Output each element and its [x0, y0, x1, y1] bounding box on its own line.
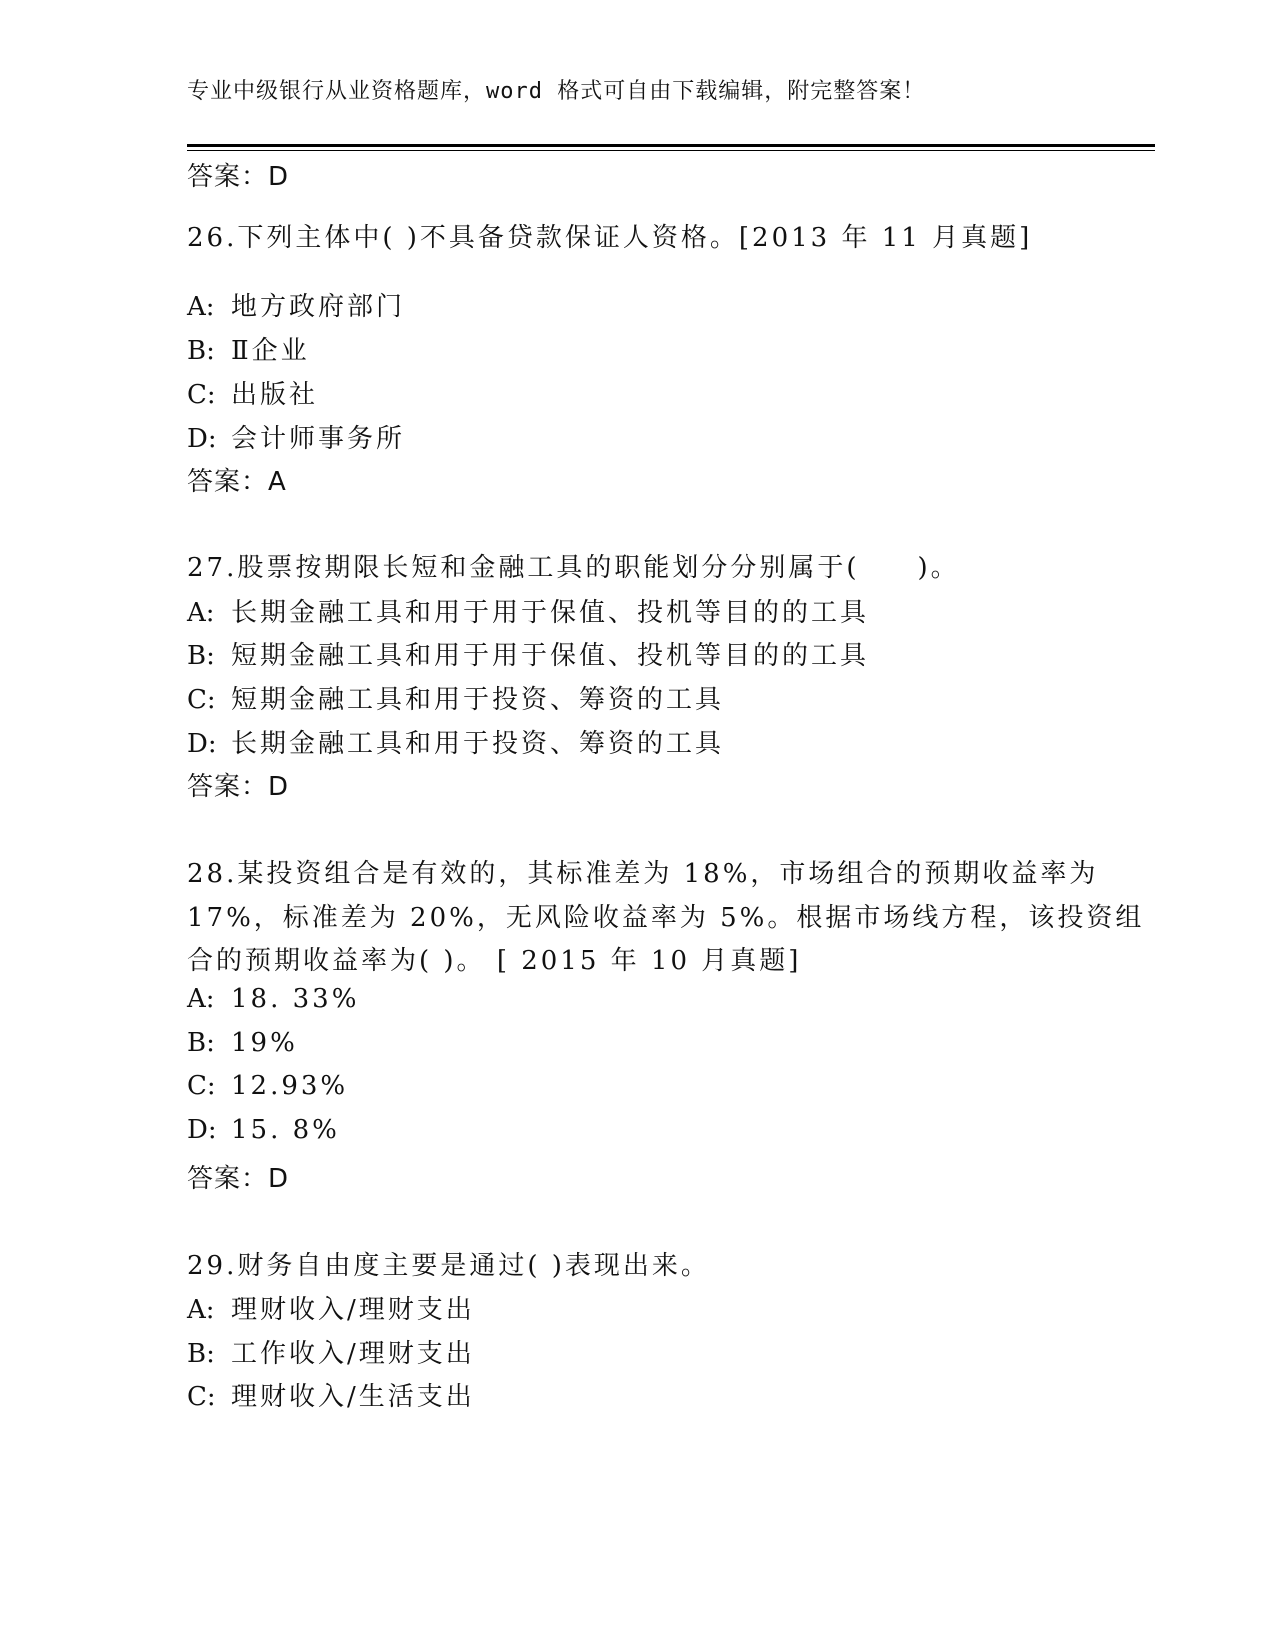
- question-stem: 17%，标准差为 20%，无风险收益率为 5%。根据市场线方程，该投资组: [187, 903, 1145, 933]
- option-line: [187, 374, 318, 411]
- option-line: [187, 635, 869, 672]
- question-stem: 27.股票按期限长短和金融工具的职能划分分别属于( )。: [187, 553, 960, 583]
- option-line: [187, 984, 359, 1014]
- option-text: 15. 8%: [231, 1115, 340, 1145]
- option-key: A:: [187, 1295, 215, 1325]
- option-key: C:: [187, 685, 216, 715]
- question-stem: 合的预期收益率为( )。 [ 2015 年 10 月真题]: [187, 946, 802, 976]
- option-text: 12.93%: [231, 1071, 349, 1101]
- option-key: D:: [187, 729, 217, 759]
- page-header: 专业中级银行从业资格题库，word 格式可自由下载编辑，附完整答案！: [187, 79, 926, 104]
- option-key: B:: [187, 1339, 215, 1369]
- option-text: 地方政府部门: [231, 292, 406, 322]
- option-key: D:: [187, 1115, 217, 1145]
- option-text: 19%: [231, 1028, 298, 1058]
- answer-line: 答案：D: [187, 162, 290, 192]
- option-text: 长期金融工具和用于投资、筹资的工具: [231, 729, 725, 759]
- answer-line: 答案：D: [187, 1164, 290, 1194]
- option-text: 短期金融工具和用于用于保值、投机等目的的工具: [231, 641, 870, 671]
- option-line: [187, 592, 869, 629]
- option-key: A:: [187, 984, 215, 1014]
- option-line: [187, 1333, 475, 1370]
- option-line: [187, 1376, 475, 1413]
- option-line: [187, 286, 405, 323]
- option-key: A:: [187, 292, 215, 322]
- option-line: [187, 723, 724, 760]
- header-rule-thin: [187, 150, 1155, 151]
- option-line: [187, 1071, 348, 1101]
- question-stem: 29.财务自由度主要是通过( )表现出来。: [187, 1251, 710, 1281]
- option-key: B:: [187, 336, 215, 366]
- option-text: 18. 33%: [231, 984, 360, 1014]
- option-line: [187, 1115, 340, 1145]
- option-key: A:: [187, 598, 215, 628]
- header-rule-thick: [187, 144, 1155, 147]
- option-text: 短期金融工具和用于投资、筹资的工具: [231, 685, 725, 715]
- option-line: [187, 418, 405, 455]
- option-line: [187, 1028, 298, 1058]
- option-key: B:: [187, 641, 215, 671]
- option-key: D:: [187, 424, 217, 454]
- answer-line: 答案：D: [187, 772, 290, 802]
- option-text: 出版社: [231, 380, 319, 410]
- answer-line: 答案：A: [187, 467, 287, 497]
- option-text: 长期金融工具和用于用于保值、投机等目的的工具: [231, 598, 870, 628]
- question-stem: 26.下列主体中( )不具备贷款保证人资格。[2013 年 11 月真题]: [187, 223, 1033, 253]
- option-text: 理财收入/生活支出: [231, 1382, 475, 1412]
- option-key: C:: [187, 1382, 216, 1412]
- option-line: [187, 1289, 475, 1326]
- option-line: [187, 330, 310, 367]
- option-line: [187, 679, 724, 716]
- option-text: 工作收入/理财支出: [231, 1339, 475, 1369]
- question-stem: 28.某投资组合是有效的，其标准差为 18%，市场组合的预期收益率为: [187, 859, 1099, 889]
- option-key: B:: [187, 1028, 215, 1058]
- option-text: 会计师事务所: [231, 424, 406, 454]
- option-text: Ⅱ企业: [231, 336, 310, 366]
- option-text: 理财收入/理财支出: [231, 1295, 475, 1325]
- option-key: C:: [187, 380, 216, 410]
- option-key: C:: [187, 1071, 216, 1101]
